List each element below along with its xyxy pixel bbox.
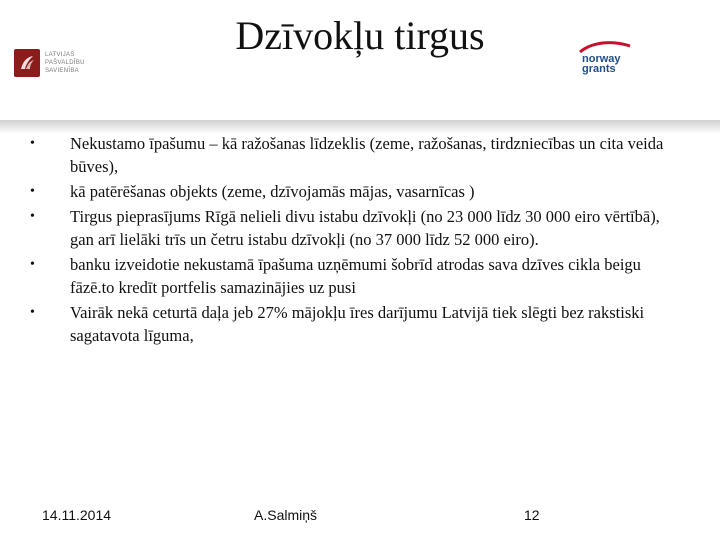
bullet-icon: • [30, 209, 35, 224]
list-item [30, 132, 680, 178]
lps-logo-text: LATVIJAS PAŠVALDĪBU SAVIENĪBA [45, 52, 85, 74]
norway-logo-line2: grants [582, 63, 616, 75]
bullet-text: banku izveidotie nekustamā īpašuma uzņēmumi šobrīd atrodas sava dzīves cikla beigu fāzē.to kredīt portfelis samazinājies uz pusi [70, 255, 641, 297]
footer-date: 14.11.2014 [42, 507, 112, 523]
slide-header [0, 0, 720, 128]
bullet-text: Tirgus pieprasījums Rīgā nelieli divu istabu dzīvokļi (no 23 000 līdz 30 000 eiro vērtībā), gan arī lielāki trīs un četru istabu dzīvokļi (no 37 000 līdz 52 000 eiro). [70, 207, 660, 249]
list-item [30, 205, 680, 251]
list-item [30, 301, 680, 347]
norway-logo-line1: norway [582, 53, 621, 65]
bullet-text: kā patērēšanas objekts (zeme, dzīvojamās mājas, vasarnīcas ) [70, 182, 475, 201]
footer-author: A.Salmiņš [254, 507, 318, 523]
bullet-icon: • [30, 257, 35, 272]
bullet-icon: • [30, 305, 35, 320]
lps-emblem-icon [14, 49, 40, 77]
lps-logo [14, 48, 105, 78]
bullet-icon: • [30, 136, 35, 151]
page-title: Dzīvokļu tirgus [235, 13, 485, 58]
list-item [30, 253, 680, 299]
footer-page-number: 12 [524, 507, 540, 523]
bullet-text: Nekustamo īpašumu – kā ražošanas līdzeklis (zeme, ražošanas, tirdzniecības un cita veida būves), [70, 134, 664, 176]
bullet-icon: • [30, 184, 35, 199]
list-item [30, 180, 680, 203]
bullet-text: Vairāk nekā ceturtā daļa jeb 27% mājokļu īres darījumu Latvijā tiek slēgti bez rakstiski sagatavota līguma, [70, 303, 645, 345]
slide-content [30, 132, 680, 349]
norway-grants-logo [578, 40, 658, 80]
bullet-list [30, 132, 680, 347]
